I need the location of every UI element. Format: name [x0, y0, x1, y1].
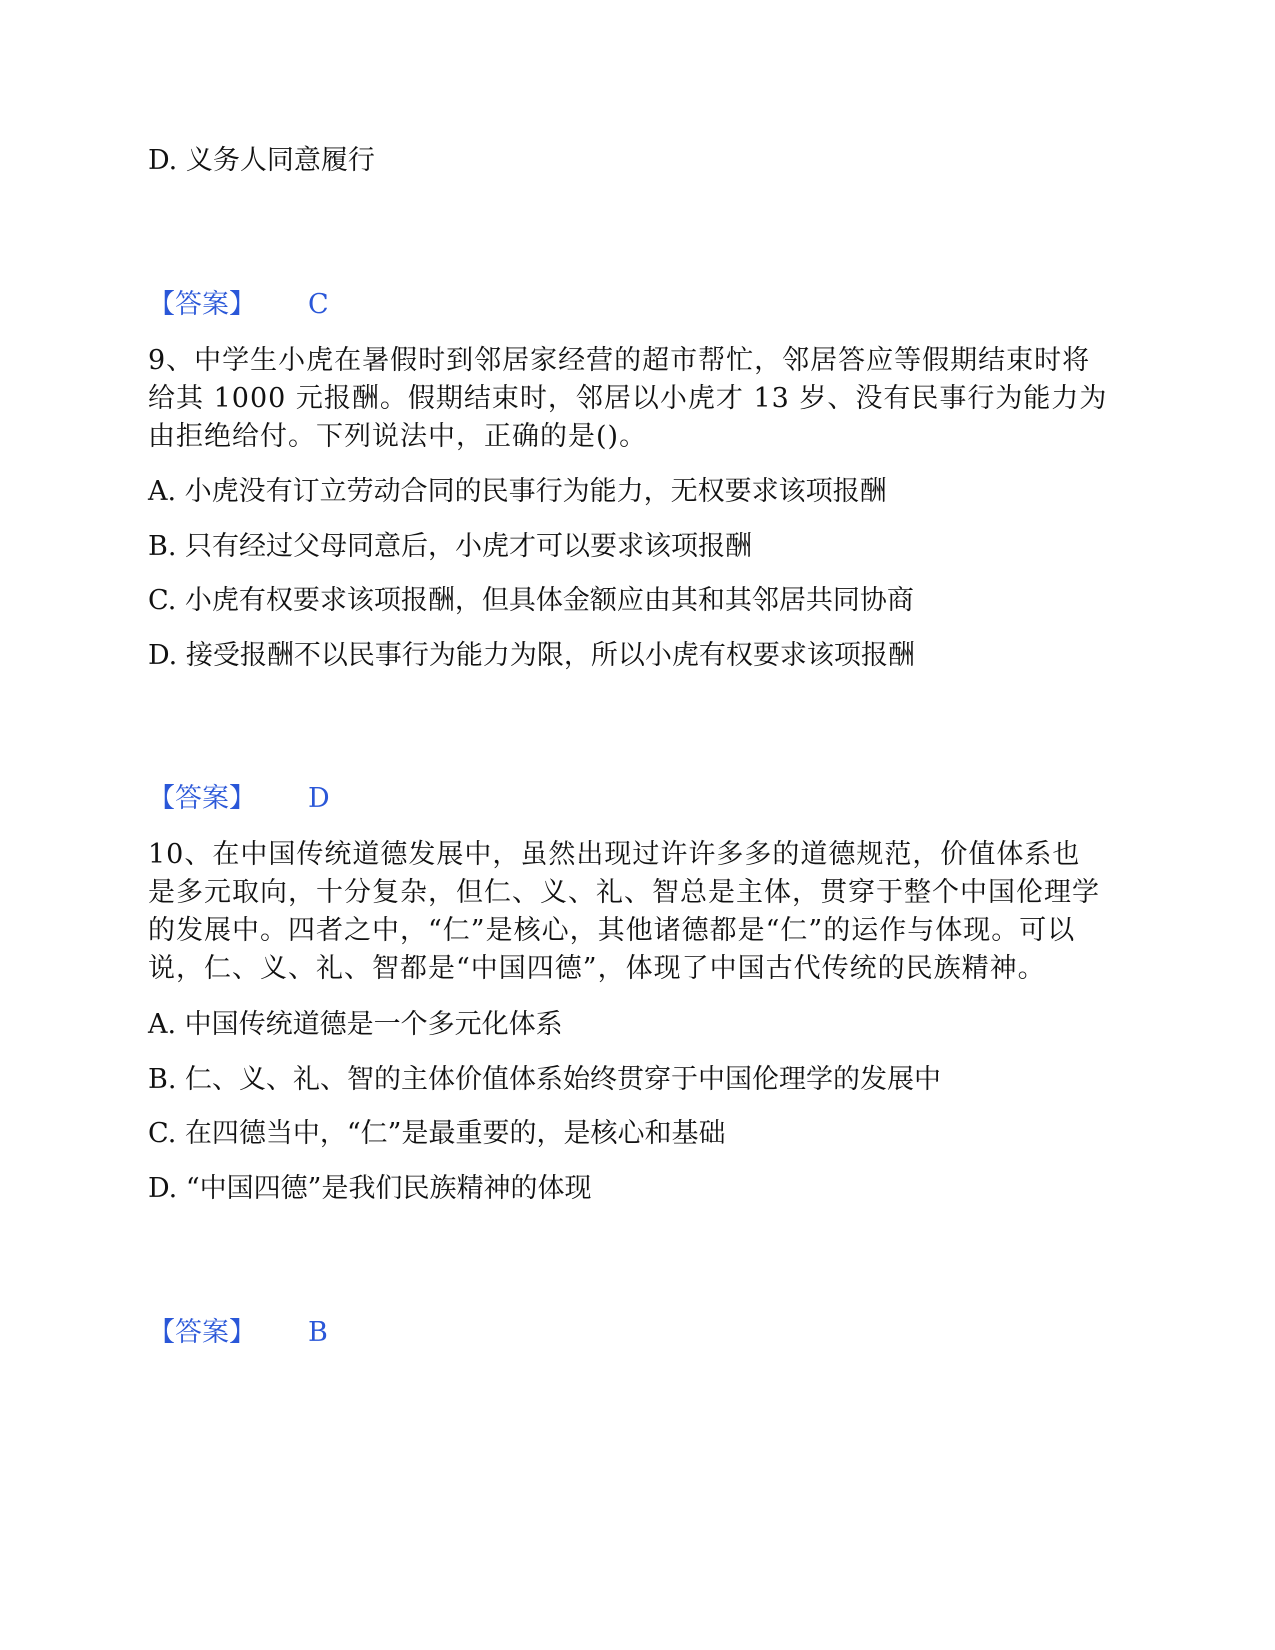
q9-option-b: B. 只有经过父母同意后，小虎才可以要求该项报酬	[148, 531, 753, 562]
q8-option-d: D. 义务人同意履行	[148, 145, 375, 176]
q9-option-d: D. 接受报酬不以民事行为能力为限，所以小虎有权要求该项报酬	[148, 640, 915, 671]
answer-value: D	[308, 783, 330, 814]
q9-answer	[148, 780, 330, 818]
q10-option-c: C. 在四德当中，“仁”是最重要的，是核心和基础	[148, 1118, 726, 1149]
answer-label: 【答案】	[148, 783, 256, 814]
q8-answer	[148, 286, 329, 324]
q10-stem: 10、在中国传统道德发展中，虽然出现过许许多多的道德规范，价值体系也是多元取向，十分复杂，但仁、义、礼、智总是主体，贯穿于整个中国伦理学的发展中。四者之中，“仁”是核心，其他诸德都是“仁”的运作与体现。可以说，仁、义、礼、智都是“中国四德”，体现了中国古代传统的民族精神。	[148, 839, 1100, 984]
q9-option-a: A. 小虎没有订立劳动合同的民事行为能力，无权要求该项报酬	[148, 476, 887, 507]
q9-stem: 9、中学生小虎在暑假时到邻居家经营的超市帮忙，邻居答应等假期结束时将给其 1000 元报酬。假期结束时，邻居以小虎才 13 岁、没有民事行为能力为由拒绝给付。下列说法中，正确的是()。	[148, 345, 1108, 452]
q9-option-c: C. 小虎有权要求该项报酬，但具体金额应由其和其邻居共同协商	[148, 585, 914, 616]
answer-label: 【答案】	[148, 1317, 256, 1348]
q10-option-a: A. 中国传统道德是一个多元化体系	[148, 1009, 563, 1040]
q10-option-d: D. “中国四德”是我们民族精神的体现	[148, 1173, 592, 1204]
answer-value: C	[308, 289, 329, 320]
answer-label: 【答案】	[148, 289, 256, 320]
q10-option-b: B. 仁、义、礼、智的主体价值体系始终贯穿于中国伦理学的发展中	[148, 1064, 942, 1095]
answer-value: B	[308, 1317, 328, 1348]
q10-answer	[148, 1314, 328, 1352]
